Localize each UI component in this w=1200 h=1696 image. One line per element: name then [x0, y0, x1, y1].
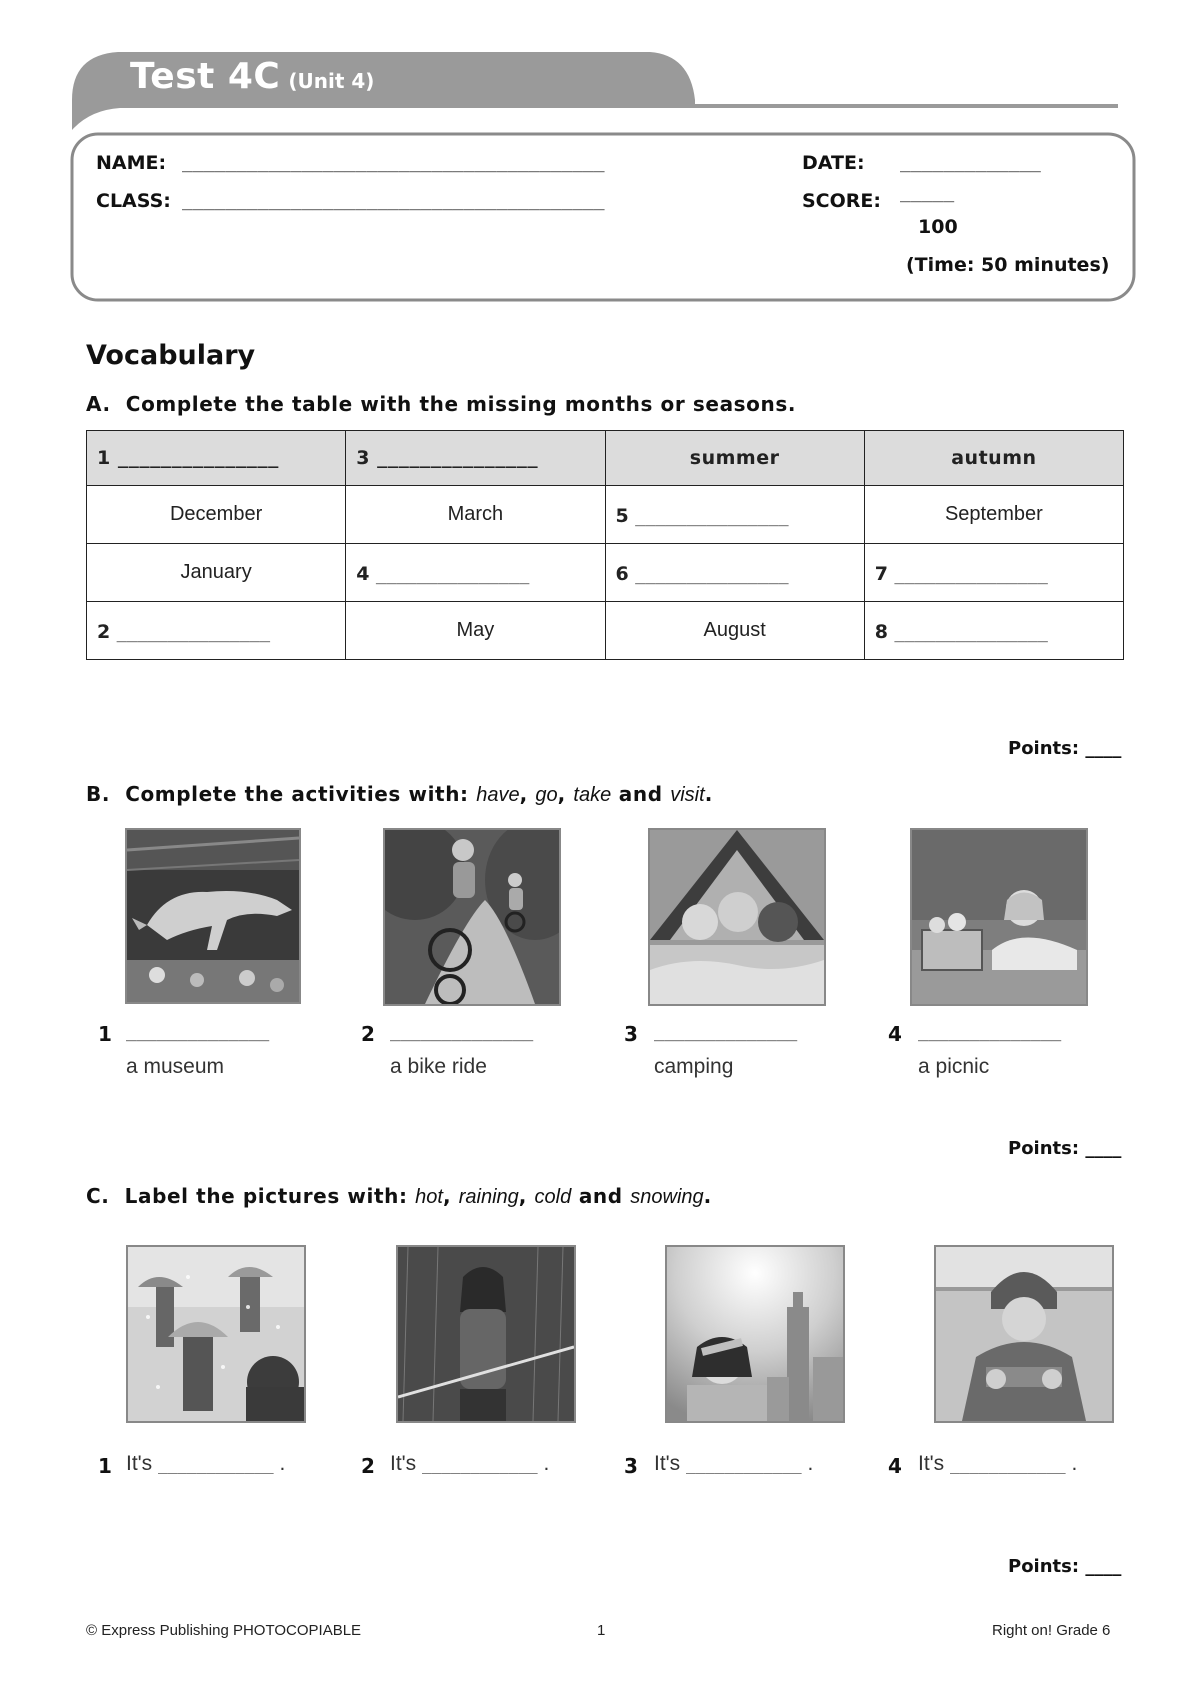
its-label: It's [126, 1452, 153, 1475]
table-cell: summer [605, 431, 864, 486]
section-c-instruction: C. Label the pictures with: hot, raining, cold and snowing. [86, 1184, 712, 1208]
section-b-letter: B. [86, 782, 111, 806]
b-item-3-answer[interactable]: ______________ [654, 1022, 798, 1042]
gap-answer-line[interactable]: _______________ [635, 564, 789, 585]
gap-answer-line[interactable]: _______________ [377, 449, 539, 469]
date-field[interactable]: _____________ [900, 152, 1041, 173]
table-header-row [87, 431, 1124, 486]
word-have: have [476, 784, 520, 806]
table-gap-cell-7 [864, 544, 1123, 602]
points-field[interactable]: ____ [1085, 738, 1122, 759]
b-item-2-text: a bike ride [390, 1055, 487, 1078]
section-b-points [1008, 1138, 1121, 1159]
c-item-3-text [654, 1452, 813, 1476]
b-item-4-number: 4 [888, 1022, 902, 1046]
gap-answer-line[interactable]: _______________ [635, 506, 789, 527]
score-label: SCORE: [802, 190, 881, 212]
word-snowing: snowing [630, 1186, 704, 1208]
full-stop: . [1071, 1452, 1078, 1475]
its-label: It's [918, 1452, 945, 1475]
class-label: CLASS: [96, 190, 171, 212]
section-a-points [1008, 738, 1121, 759]
gap-answer-line[interactable]: _______________ [375, 564, 530, 585]
section-c-text: Label the pictures with: [124, 1184, 408, 1208]
b-item-1-number: 1 [98, 1022, 112, 1046]
table-gap-cell-3 [346, 431, 605, 486]
table-row [87, 602, 1124, 660]
gap-number: 8 [874, 620, 888, 643]
name-field[interactable]: _______________________________________ [182, 152, 605, 173]
c-item-4-text [918, 1452, 1077, 1476]
b-item-3-text: camping [654, 1055, 734, 1078]
c-item-1-answer[interactable]: ____________ [158, 1455, 274, 1474]
class-field[interactable]: _______________________________________ [182, 190, 605, 211]
table-cell: December [87, 486, 346, 544]
word-hot: hot [415, 1186, 443, 1208]
table-cell: May [346, 602, 605, 660]
gap-number: 2 [97, 620, 111, 643]
family-tent-photo [648, 828, 826, 1006]
full-stop: . [807, 1452, 814, 1475]
date-label: DATE: [802, 152, 865, 174]
section-b-instruction: B. Complete the activities with: have, go, take and visit. [86, 782, 713, 806]
table-cell: autumn [864, 431, 1123, 486]
gap-number: 1 [97, 447, 111, 469]
table-gap-cell-5 [605, 486, 864, 544]
cold-woman-photo [934, 1245, 1114, 1423]
points-label: Points: [1008, 1138, 1080, 1159]
gap-answer-line[interactable]: _______________ [894, 564, 1048, 585]
its-label: It's [654, 1452, 681, 1475]
b-item-3-number: 3 [624, 1022, 638, 1046]
section-a-letter: A. [86, 392, 111, 416]
vocabulary-heading: Vocabulary [86, 340, 256, 371]
gap-number: 5 [615, 504, 629, 527]
table-cell: March [346, 486, 605, 544]
table-row [87, 486, 1124, 544]
table-cell: September [864, 486, 1123, 544]
word-take: take [573, 784, 612, 806]
full-stop: . [279, 1452, 286, 1475]
score-field[interactable]: _____ [900, 182, 955, 203]
full-stop: . [543, 1452, 550, 1475]
table-gap-cell-8 [864, 602, 1123, 660]
gap-answer-line[interactable]: _______________ [117, 449, 279, 469]
points-field[interactable]: ____ [1085, 1556, 1122, 1577]
word-cold: cold [534, 1186, 572, 1208]
hot-sun-photo [665, 1245, 845, 1423]
b-item-4-answer[interactable]: ______________ [918, 1022, 1062, 1042]
gap-answer-line[interactable]: _______________ [116, 622, 271, 643]
word-and: and [578, 1184, 623, 1208]
c-item-2-text [390, 1452, 549, 1476]
footer-copyright: © Express Publishing PHOTOCOPIABLE [86, 1622, 362, 1639]
unit-label: (Unit 4) [288, 69, 375, 93]
gap-number: 3 [356, 447, 370, 469]
b-item-1-text: a museum [126, 1055, 225, 1078]
section-b-text: Complete the activities with: [125, 782, 469, 806]
c-item-4-answer[interactable]: ____________ [950, 1455, 1066, 1474]
girl-picnic-photo [910, 828, 1088, 1006]
gap-number: 6 [615, 562, 629, 585]
score-total: 100 [918, 216, 958, 238]
points-label: Points: [1008, 1556, 1080, 1577]
table-gap-cell-1 [87, 431, 346, 486]
gap-number: 4 [356, 562, 370, 585]
c-item-3-answer[interactable]: ____________ [686, 1455, 802, 1474]
name-label: NAME: [96, 152, 167, 174]
test-title [130, 56, 374, 97]
b-item-1-answer[interactable]: ______________ [126, 1022, 270, 1042]
b-item-2-number: 2 [361, 1022, 375, 1046]
table-cell: January [87, 544, 346, 602]
its-label: It's [390, 1452, 417, 1475]
girl-in-rain-photo [396, 1245, 576, 1423]
c-item-1-number: 1 [98, 1454, 112, 1478]
points-field[interactable]: ____ [1085, 1138, 1122, 1159]
points-label: Points: [1008, 738, 1080, 759]
word-visit: visit [670, 784, 705, 806]
table-gap-cell-4 [346, 544, 605, 602]
c-item-2-number: 2 [361, 1454, 375, 1478]
table-cell: August [605, 602, 864, 660]
table-gap-cell-6 [605, 544, 864, 602]
gap-number: 7 [874, 562, 888, 585]
table-gap-cell-2 [87, 602, 346, 660]
section-c-letter: C. [86, 1184, 110, 1208]
section-a-text: Complete the table with the missing months or seasons. [125, 392, 797, 416]
dinosaur-museum-photo [125, 828, 301, 1004]
c-item-3-number: 3 [624, 1454, 638, 1478]
b-item-2-answer[interactable]: ______________ [390, 1022, 534, 1042]
section-c-points [1008, 1556, 1121, 1577]
footer-course: Right on! Grade 6 [992, 1622, 1111, 1639]
c-item-1-text [126, 1452, 285, 1476]
snowy-street-photo [126, 1245, 306, 1423]
bike-ride-photo [383, 828, 561, 1006]
footer-page-number: 1 [597, 1622, 606, 1639]
b-item-4-text: a picnic [918, 1055, 990, 1078]
test-title-text: Test 4C [130, 56, 281, 97]
section-a-instruction [86, 392, 796, 416]
word-go: go [535, 784, 558, 806]
word-and: and [618, 782, 663, 806]
months-table [86, 430, 1124, 660]
time-note: (Time: 50 minutes) [906, 254, 1110, 276]
word-raining: raining [458, 1186, 519, 1208]
table-row [87, 544, 1124, 602]
c-item-4-number: 4 [888, 1454, 902, 1478]
gap-answer-line[interactable]: _______________ [894, 622, 1048, 643]
c-item-2-answer[interactable]: ____________ [422, 1455, 538, 1474]
